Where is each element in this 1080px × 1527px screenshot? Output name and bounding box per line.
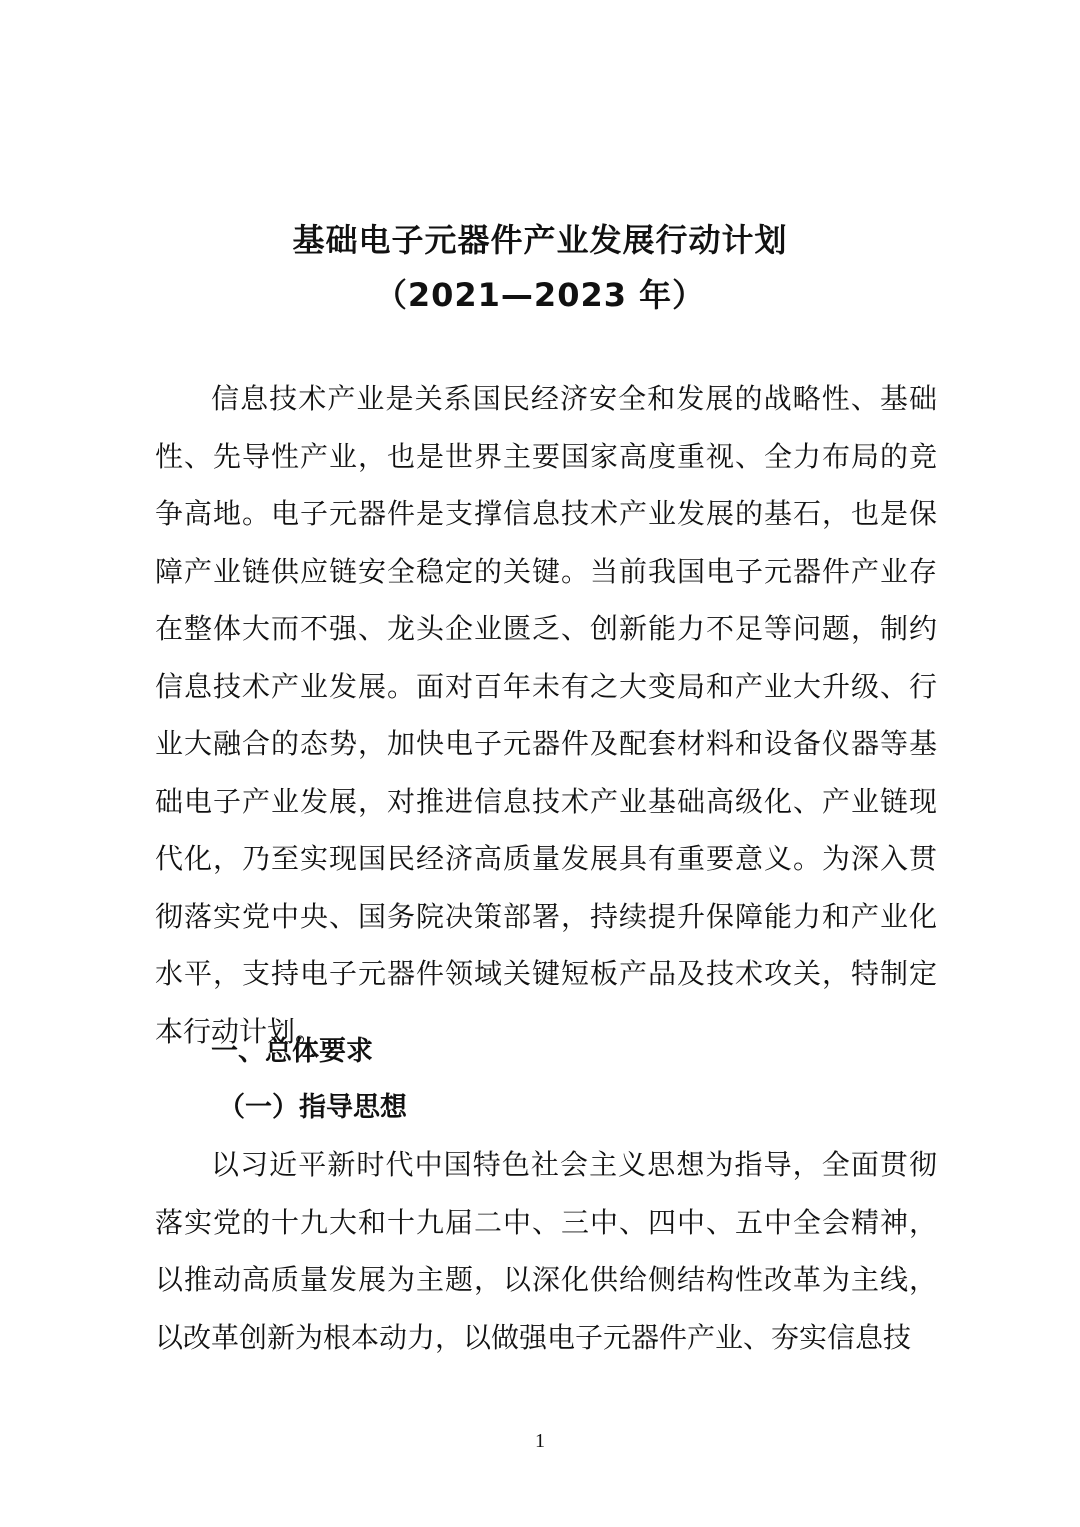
page-number: 1 xyxy=(535,1430,545,1452)
document-title: 基础电子元器件产业发展行动计划 xyxy=(292,221,788,259)
guiding-ideology-paragraph: 以习近平新时代中国特色社会主义思想为指导，全面贯彻落实党的十九大和十九届二中、三中、四中、五中全会精神，以推动高质量发展为主题，以深化供给侧结构性改革为主线，以改革创新为根本动力，以做强电子元器件产业、夯实信息技 xyxy=(155,1148,937,1354)
document-subtitle: （2021—2023 年） xyxy=(374,276,706,314)
subsection-heading: （一）指导思想 xyxy=(218,1092,407,1123)
intro-paragraph: 信息技术产业是关系国民经济安全和发展的战略性、基础性、先导性产业，也是世界主要国家高度重视、全力布局的竞争高地。电子元器件是支撑信息技术产业发展的基石，也是保障产业链供应链安全稳定的关键。当前我国电子元器件产业存在整体大而不强、龙头企业匮乏、创新能力不足等问题，制约信息技术产业发展。面对百年未有之大变局和产业大升级、行业大融合的态势，加快电子元器件及配套材料和设备仪器等基础电子产业发展，对推进信息技术产业基础高级化、产业链现代化，乃至实现国民经济高质量发展具有重要意义。为深入贯彻落实党中央、国务院决策部署，持续提升保障能力和产业化水平，支持电子元器件领域关键短板产品及技术攻关，特制定本行动计划。 xyxy=(155,382,937,1048)
section-heading: 一、总体要求 xyxy=(211,1036,373,1067)
